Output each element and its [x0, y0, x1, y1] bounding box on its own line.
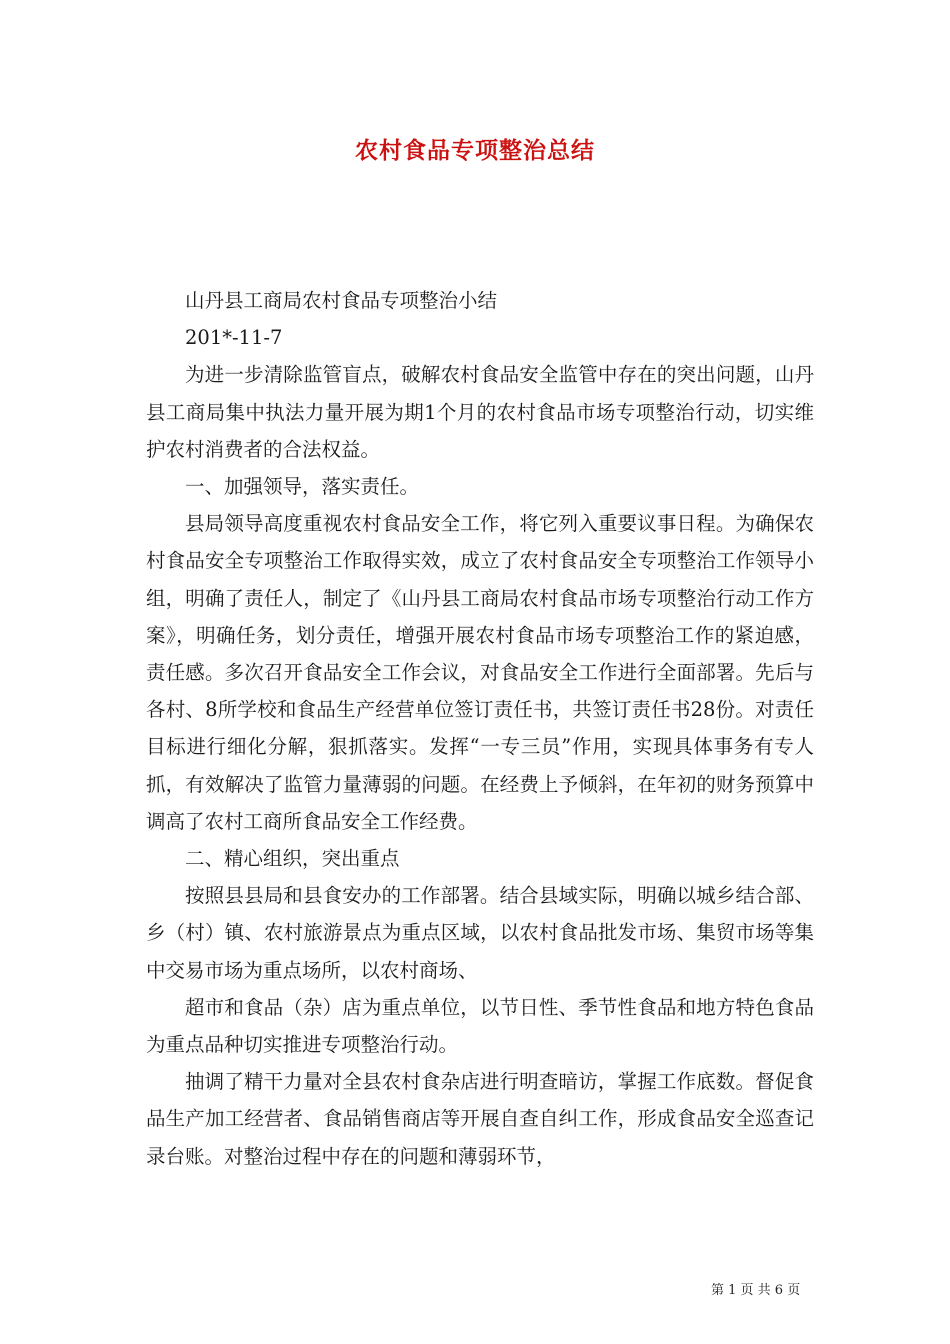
page-number-footer: 第 1 页 共 6 页: [711, 1283, 801, 1298]
document-body: [146, 282, 814, 1175]
section-1-paragraph: 县局领导高度重视农村食品安全工作，将它列入重要议事日程。为确保农村食品安全专项整治工作取得实效，成立了农村食品安全专项整治工作领导小组，明确了责任人，制定了《山丹县工商局农村食品市场专项整治行动工作方案》，明确任务，划分责任，增强开展农村食品市场专项整治工作的紧迫感，责任感。多次召开食品安全工作会议，对食品安全工作进行全面部署。先后与各村、8所学校和食品生产经营单位签订责任书，共签订责任书28份。对责任目标进行细化分解，狠抓落实。发挥“一专三员”作用，实现具体事务有专人抓，有效解决了监管力量薄弱的问题。在经费上予倾斜，在年初的财务预算中调高了农村工商所食品安全工作经费。: [146, 512, 814, 833]
section-heading-1: 一、加强领导，落实责任。: [185, 475, 420, 499]
section-heading-2: 二、精心组织，突出重点: [185, 847, 400, 871]
section-2-paragraph-3: 抽调了精干力量对全县农村食杂店进行明查暗访，掌握工作底数。督促食品生产加工经营者、食品销售商店等开展自查自纠工作，形成食品安全巡查记录台账。对整治过程中存在的问题和薄弱环节，: [146, 1070, 814, 1168]
subtitle-line: 山丹县工商局农村食品专项整治小结: [185, 289, 498, 312]
date-line: 201*-11-7: [185, 326, 283, 350]
document-title: 农村食品专项整治总结: [355, 138, 595, 164]
section-2-paragraph-1: 按照县县局和县食安办的工作部署。结合县域实际，明确以城乡结合部、乡（村）镇、农村旅游景点为重点区域，以农村食品批发市场、集贸市场等集中交易市场为重点场所，以农村商场、: [146, 884, 814, 982]
intro-paragraph: 为进一步清除监管盲点，破解农村食品安全监管中存在的突出问题，山丹县工商局集中执法力量开展为期1个月的农村食品市场专项整治行动，切实维护农村消费者的合法权益。: [146, 363, 814, 461]
section-2-paragraph-2: 超市和食品（杂）店为重点单位，以节日性、季节性食品和地方特色食品为重点品种切实推进专项整治行动。: [146, 995, 814, 1057]
